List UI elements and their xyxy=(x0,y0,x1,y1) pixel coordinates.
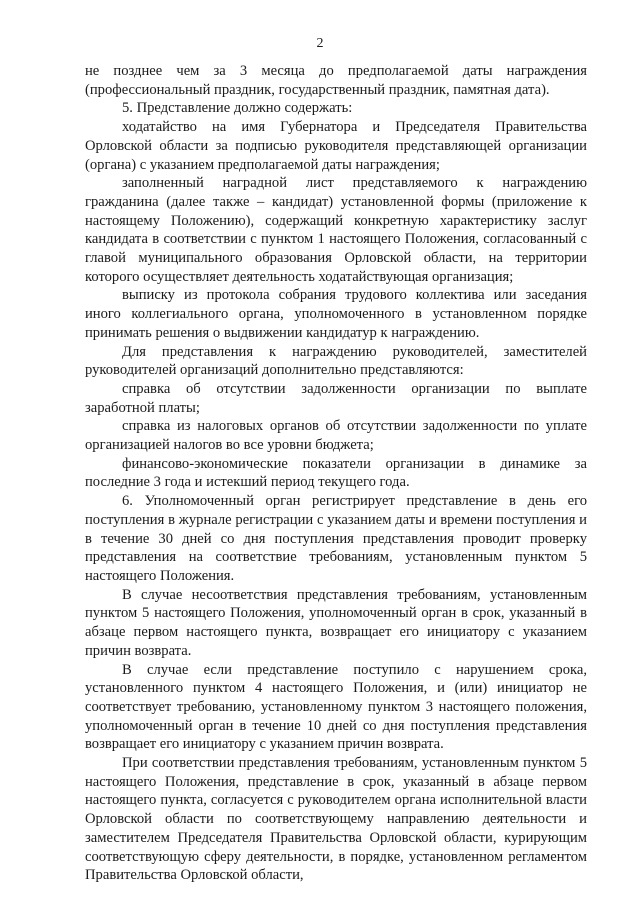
paragraph-nonconformity-return: В случае несоответствия представления требованиям, установленным пунктом 5 настоящего Положения, уполномоченный орган в срок, указанный в абзаце первом настоящего пункта, возвращает его инициатору с указанием причин возврата. xyxy=(85,586,587,659)
paragraph-approval-procedure: При соответствии представления требованиям, установленным пунктом 5 настоящего Положения, представление в срок, указанный в абзаце первом настоящего пункта, согласуется с руководителем органа исполнительной власти Орловской области по соответствующему направлению деятельности и заместителем Председателя Правительства Орловской области, курирующим соответствующую сферу деятельности, в порядке, установленном регламентом Правительства Орловской области, xyxy=(85,755,587,884)
paragraph-item-6-registration: 6. Уполномоченный орган регистрирует представление в день его поступления в журнале регистрации с указанием даты и времени поступления и в течение 30 дней со дня поступления представления проводит проверку представления на соответствие требованиям, установленным пунктом 5 настоящего Положения. xyxy=(85,493,587,584)
document-body xyxy=(85,62,587,885)
paragraph-tax-certificate: справка из налоговых органов об отсутствии задолженности по уплате организацией налогов во все уровни бюджета; xyxy=(85,418,587,454)
paragraph-financial-indicators: финансово-экономические показатели организации в динамике за последние 3 года и истекший период текущего года. xyxy=(85,455,587,491)
paragraph-deadline-continuation: не позднее чем за 3 месяца до предполагаемой даты награждения (профессиональный праздник, государственный праздник, памятная дата). xyxy=(85,63,587,98)
paragraph-award-sheet: заполненный наградной лист представляемого к награждению гражданина (далее также – кандидат) установленной формы (приложение к настоящему Положению), содержащий конкретную характеристику заслуг кандидата в соответствии с пунктом 1 настоящего Положения, согласованный с главой муниципального образования Орловской области, на территории которого осуществляет деятельность ходатайствующая организация; xyxy=(85,175,587,285)
paragraph-petition: ходатайство на имя Губернатора и Председателя Правительства Орловской области за подписью руководителя представляющей организации (органа) с указанием предполагаемой даты награждения; xyxy=(85,119,587,173)
paragraph-salary-certificate: справка об отсутствии задолженности организации по выплате заработной платы; xyxy=(85,380,587,416)
paragraph-item-5-heading: 5. Представление должно содержать: xyxy=(122,100,353,117)
paragraph-protocol-extract: выписку из протокола собрания трудового коллектива или заседания иного коллегиального органа, уполномоченного в установленном порядке принимать решения о выдвижении кандидатур к награждению. xyxy=(85,287,587,341)
paragraph-late-submission: В случае если представление поступило с нарушением срока, установленного пунктом 4 настоящего Положения, и (или) инициатор не соответствует требованию, установленному пунктом 3 настоящего положения, уполномоченный орган в течение 10 дней со дня поступления представления возвращает его инициатору с указанием причин возврата. xyxy=(85,661,587,753)
page-number: 2 xyxy=(316,36,324,51)
paragraph-managers-additional: Для представления к награждению руководителей, заместителей руководителей организаций дополнительно представляются: xyxy=(85,343,587,379)
